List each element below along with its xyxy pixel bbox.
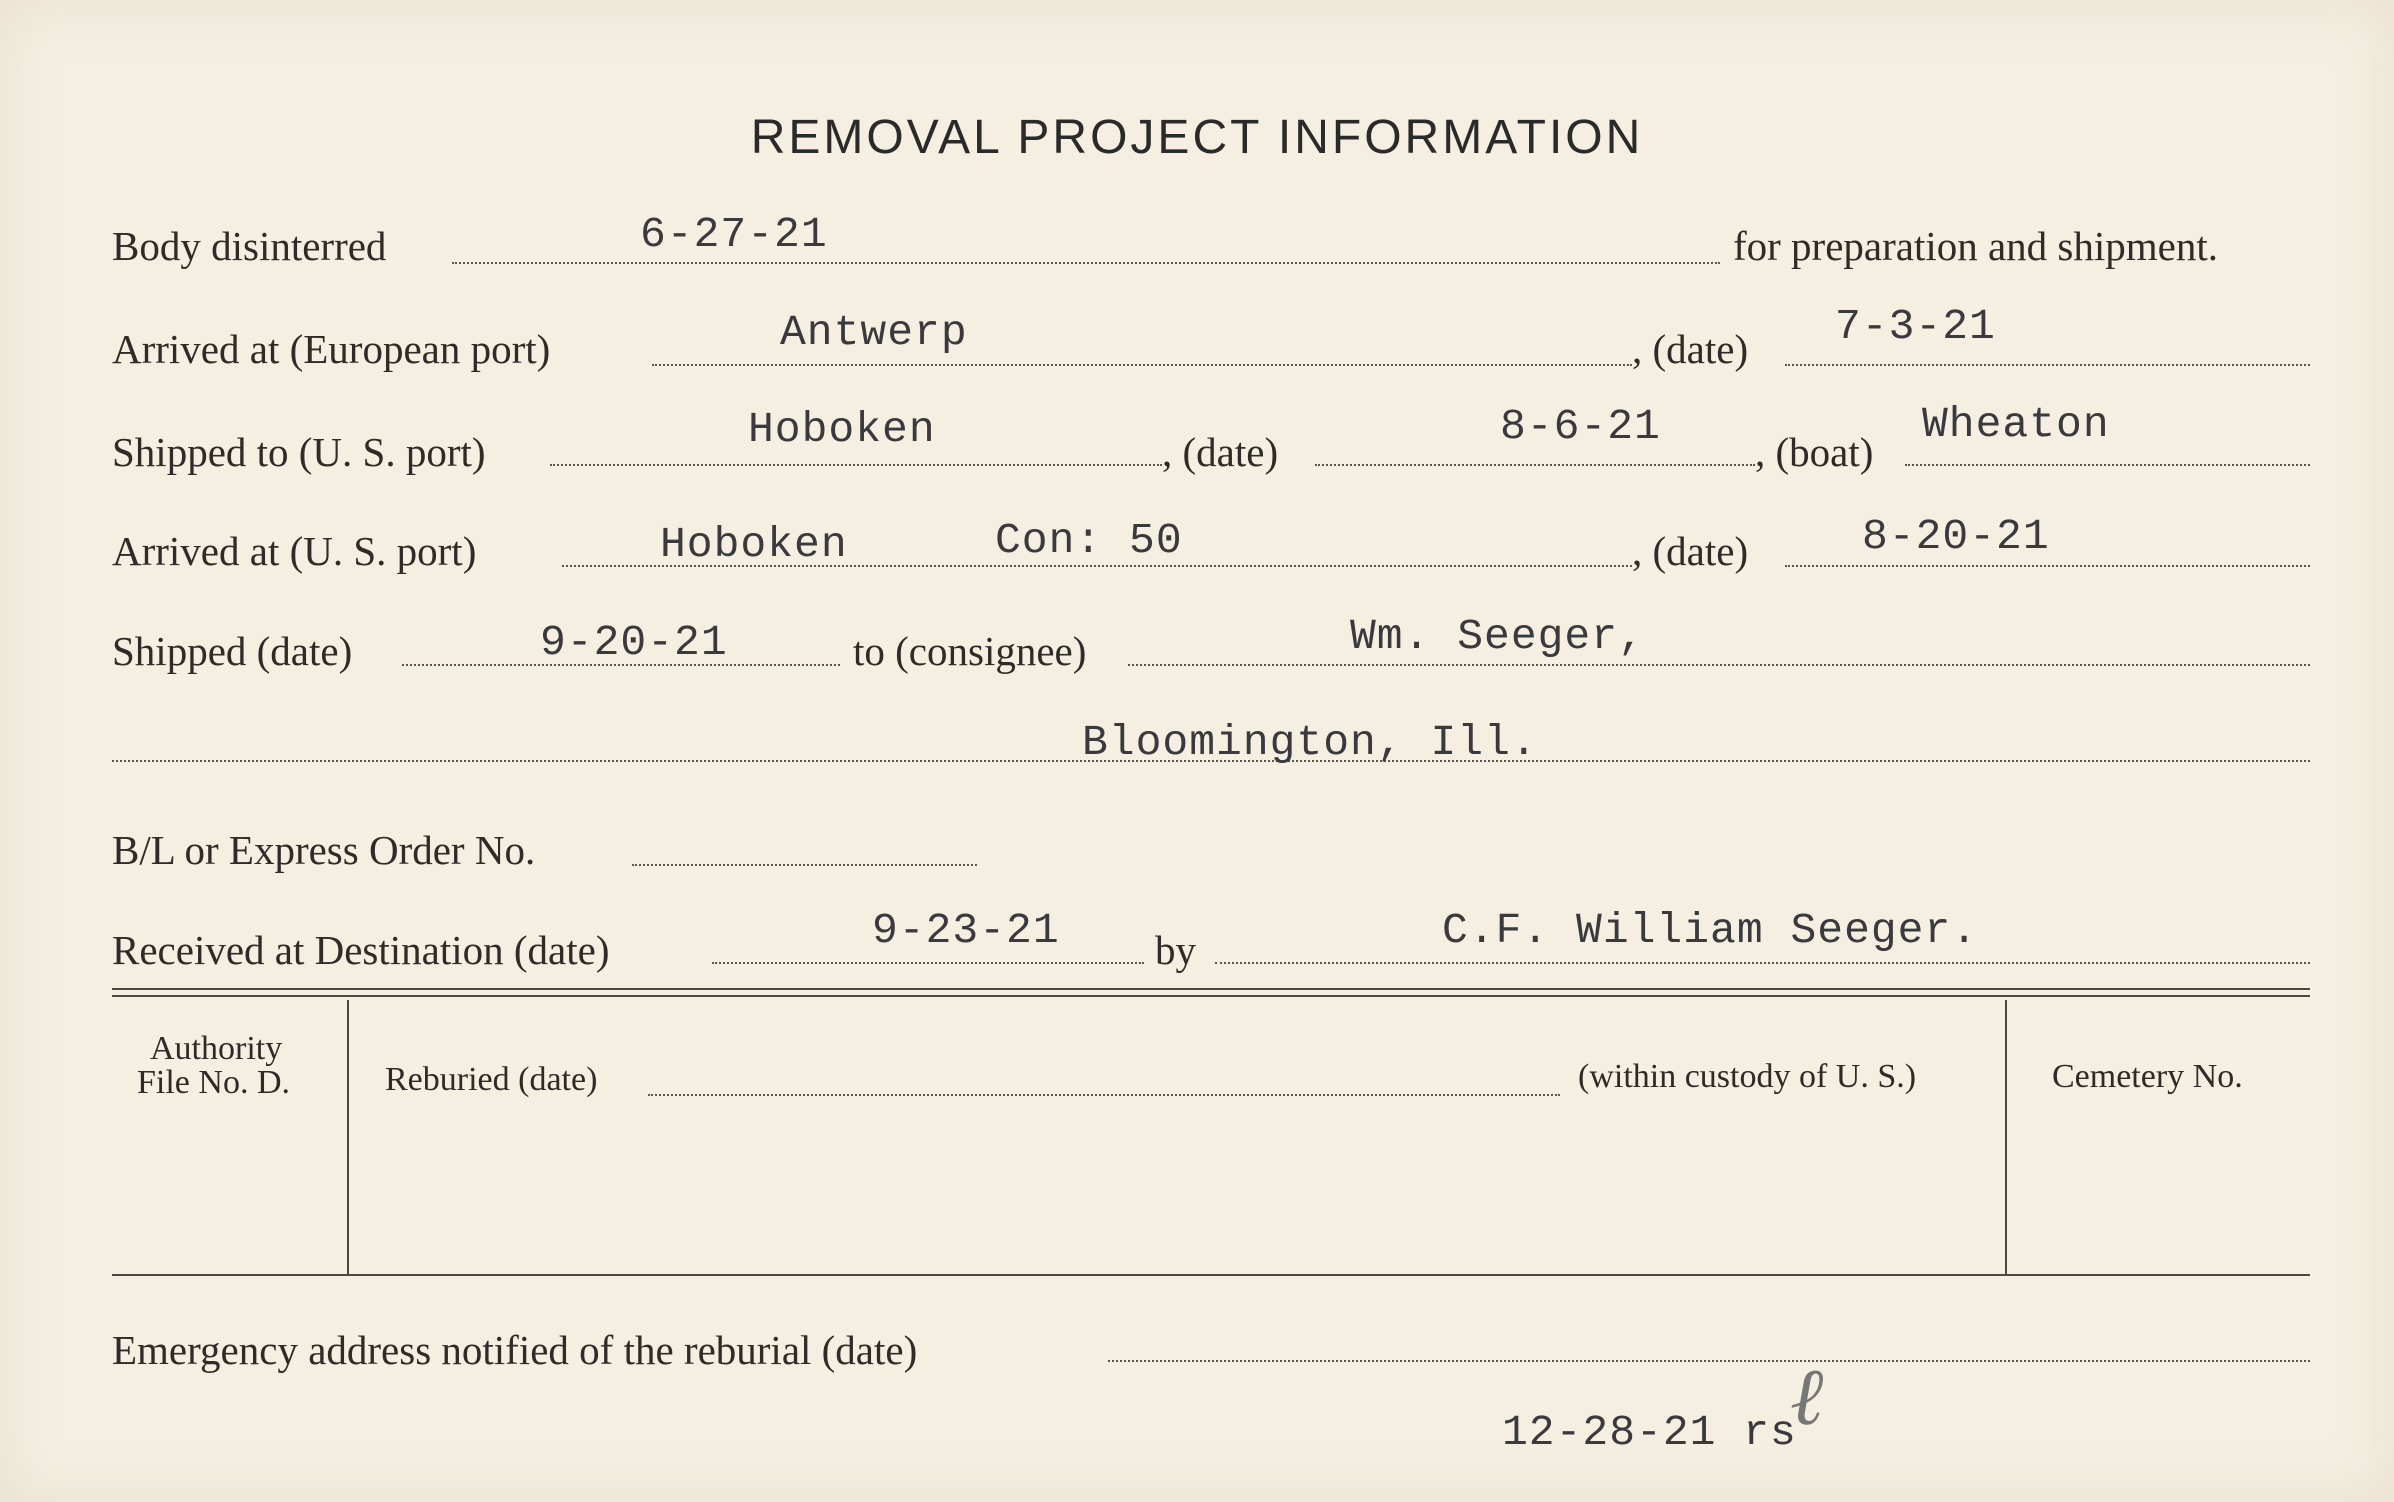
fill-line-boat: [1905, 464, 2310, 466]
box-divider-left: [347, 1000, 349, 1276]
value-us-port-arrived: Hoboken: [660, 520, 848, 569]
label-emergency-address: Emergency address notified of the reburial (date): [112, 1327, 918, 1373]
value-shipped-to-consignee-date: 9-20-21: [540, 618, 728, 667]
value-emergency-date: 12-28-21 rs: [1502, 1408, 1797, 1457]
card-title: REMOVAL PROJECT INFORMATION: [750, 111, 1644, 164]
value-received-date: 9-23-21: [872, 906, 1060, 955]
fill-line-consignee: [1128, 664, 2310, 666]
value-us-arrival-date: 8-20-21: [1862, 512, 2050, 561]
signature-mark: ℓ: [1790, 1350, 1824, 1443]
label-bl-order: B/L or Express Order No.: [112, 827, 536, 873]
label-received-destination: Received at Destination (date): [112, 927, 610, 973]
label-for-preparation: for preparation and shipment.: [1733, 223, 2219, 269]
value-received-by: C.F. William Seeger.: [1442, 906, 1979, 955]
value-consignee-address: Bloomington, Ill.: [1082, 718, 1538, 767]
label-arrived-us-port: Arrived at (U. S. port): [112, 528, 477, 574]
label-boat: , (boat): [1755, 429, 1874, 475]
label-received-by: by: [1155, 927, 1196, 973]
value-european-port: Antwerp: [780, 308, 968, 357]
value-boat: Wheaton: [1922, 400, 2110, 449]
label-us-arrival-date: , (date): [1632, 528, 1749, 574]
label-authority: Authority: [150, 1030, 283, 1067]
fill-line-european-date: [1785, 364, 2310, 366]
label-shipped-date: , (date): [1162, 429, 1279, 475]
label-within-custody: (within custody of U. S.): [1578, 1058, 1917, 1095]
value-con-number: Con: 50: [995, 516, 1183, 565]
fill-line-european-port: [652, 364, 1632, 366]
value-body-disinterred-date: 6-27-21: [640, 210, 828, 259]
label-shipped-us-port: Shipped to (U. S. port): [112, 429, 486, 475]
box-bottom-rule: [112, 1274, 2310, 1276]
fill-line-emergency: [1108, 1360, 2310, 1362]
fill-line-received-by: [1215, 962, 2310, 964]
label-shipped-date-consignee: Shipped (date): [112, 628, 353, 674]
label-cemetery-no: Cemetery No.: [2052, 1058, 2243, 1095]
value-european-arrival-date: 7-3-21: [1835, 302, 1996, 351]
fill-line-reburied: [648, 1094, 1560, 1096]
label-body-disinterred: Body disinterred: [112, 223, 387, 269]
box-top-rule-1: [112, 988, 2310, 990]
label-to-consignee: to (consignee): [853, 628, 1087, 674]
fill-line-us-arrival-date: [1785, 565, 2310, 567]
label-european-date: , (date): [1632, 326, 1749, 372]
value-us-port-shipped: Hoboken: [748, 405, 936, 454]
box-divider-right: [2005, 1000, 2007, 1276]
fill-line-bl-order: [632, 864, 977, 866]
label-reburied-date: Reburied (date): [385, 1061, 598, 1098]
label-arrived-european-port: Arrived at (European port): [112, 326, 551, 372]
value-consignee: Wm. Seeger,: [1350, 612, 1645, 661]
label-file-no: File No. D.: [137, 1064, 290, 1101]
value-shipped-date: 8-6-21: [1500, 402, 1661, 451]
box-top-rule-2: [112, 995, 2310, 997]
fill-line-us-port: [550, 464, 1162, 466]
fill-line-received-date: [712, 962, 1144, 964]
fill-line-shipped-date: [1315, 464, 1755, 466]
fill-line-body-disinterred: [452, 262, 1720, 264]
